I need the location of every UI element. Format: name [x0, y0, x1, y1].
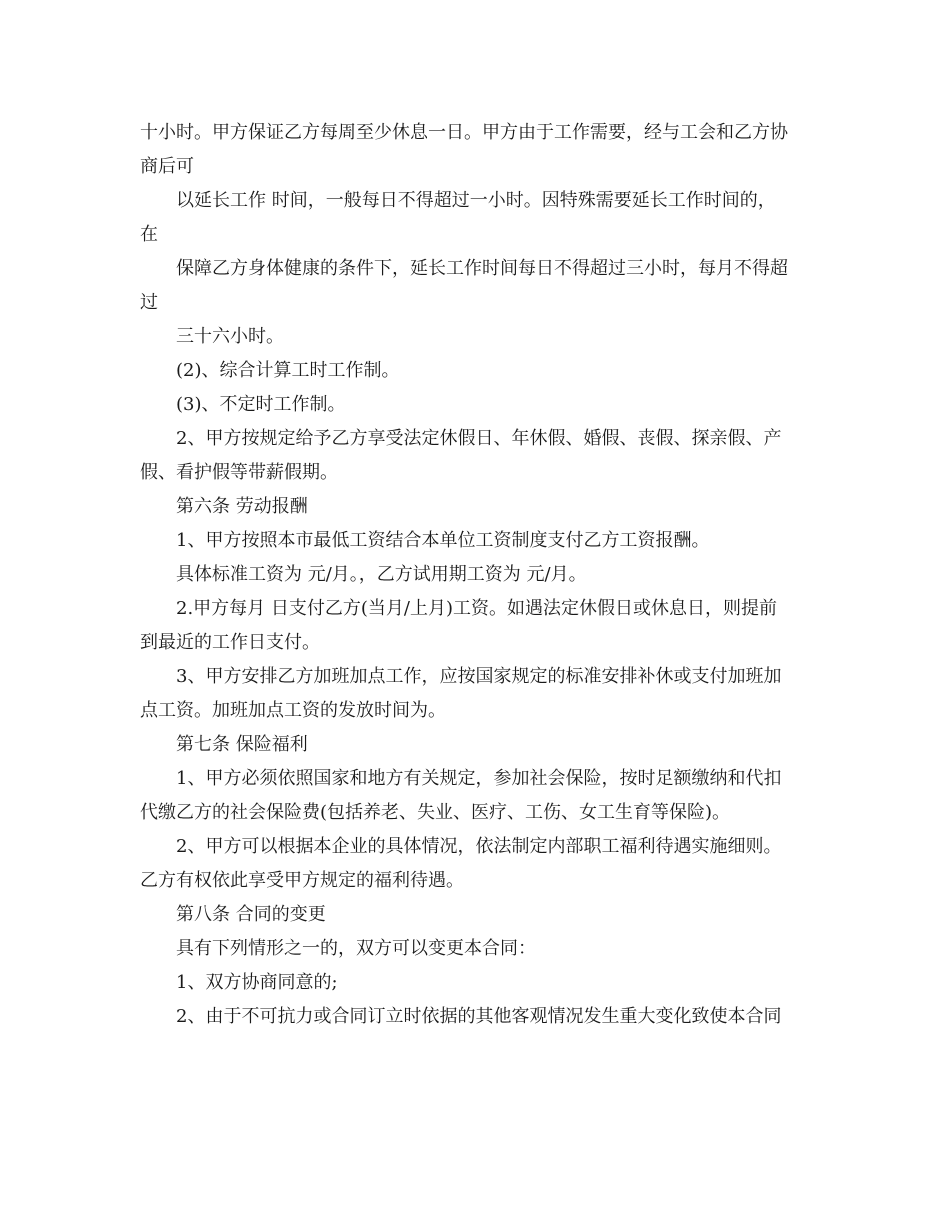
text-line: 1、双方协商同意的;	[176, 972, 338, 993]
text-line: 1、甲方按照本市最低工资结合本单位工资制度支付乙方工资报酬。	[176, 530, 710, 551]
text-line: 三十六小时。	[176, 326, 284, 347]
text-line: 乙方有权依此享受甲方规定的福利待遇。	[140, 870, 464, 891]
text-line: 在	[140, 224, 158, 245]
section-heading: 第七条 保险福利	[176, 734, 308, 755]
text-line: 2、甲方按规定给予乙方享受法定休假日、年休假、婚假、丧假、探亲假、产	[176, 428, 782, 449]
text-line: 十小时。甲方保证乙方每周至少休息一日。甲方由于工作需要，经与工会和乙方协	[140, 122, 788, 143]
text-line: 保障乙方身体健康的条件下，延长工作时间每日不得超过三小时，每月不得超	[176, 258, 788, 279]
text-line: 代缴乙方的社会保险费(包括养老、失业、医疗、工伤、女工生育等保险)。	[140, 802, 731, 823]
text-line: 具有下列情形之一的，双方可以变更本合同：	[176, 938, 536, 959]
text-line: 假、看护假等带薪假期。	[140, 462, 338, 483]
text-line: 以延长工作 时间，一般每日不得超过一小时。因特殊需要延长工作时间的，	[176, 190, 776, 211]
text-line: 过	[140, 292, 158, 313]
text-line: 3、甲方安排乙方加班加点工作，应按国家规定的标准安排补休或支付加班加	[176, 666, 782, 687]
text-line: 1、甲方必须依照国家和地方有关规定，参加社会保险，按时足额缴纳和代扣	[176, 768, 782, 789]
section-heading: 第六条 劳动报酬	[176, 496, 308, 517]
text-line: 具体标准工资为 元/月。，乙方试用期工资为 元/月。	[176, 564, 587, 585]
text-line: 到最近的工作日支付。	[140, 632, 320, 653]
text-line: (2)、综合计算工时工作制。	[176, 360, 400, 381]
text-line: (3)、不定时工作制。	[176, 394, 346, 415]
text-line: 2、由于不可抗力或合同订立时依据的其他客观情况发生重大变化致使本合同	[176, 1006, 782, 1027]
section-heading: 第八条 合同的变更	[176, 904, 326, 925]
text-line: 点工资。加班加点工资的发放时间为。	[140, 700, 446, 721]
text-line: 商后可	[140, 156, 194, 177]
text-line: 2.甲方每月 日支付乙方(当月/上月)工资。如遇法定休假日或休息日，则提前	[176, 598, 778, 619]
text-line: 2、甲方可以根据本企业的具体情况，依法制定内部职工福利待遇实施细则。	[176, 836, 782, 857]
document-body	[140, 116, 820, 1034]
